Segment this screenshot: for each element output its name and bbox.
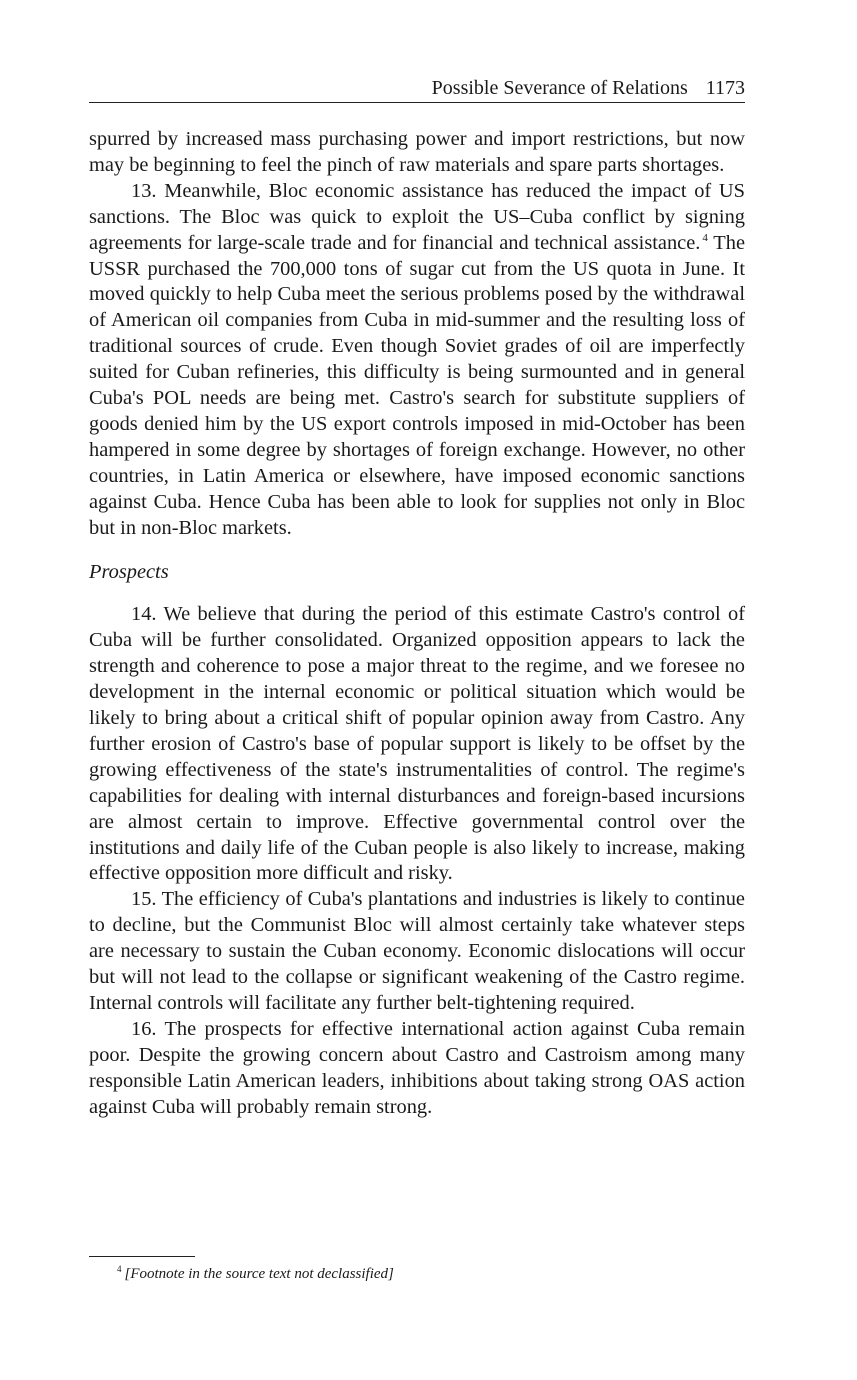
main-text — [89, 127, 745, 1121]
paragraph-16: 16. The prospects for effective international action against Cuba remain poor. Despite the growing concern about Castro and Castroism among many responsible Latin American leaders, inhibitions about taking strong OAS action against Cuba will probably remain strong. — [89, 1017, 745, 1118]
paragraph-15: 15. The efficiency of Cuba's plantations and industries is likely to continue to decline, but the Communist Bloc will almost certainly take whatever steps are necessary to sustain the Cuban economy. Economic dislocations will occur but will not lead to the collapse or significant weakening of the Castro regime. Internal controls will facilitate any further belt-tightening required. — [89, 888, 745, 1014]
section-heading-prospects: Prospects — [89, 560, 169, 583]
paragraph-13-end: The USSR purchased the 700,000 tons of sugar cut from the US quota in June. It moved quickly to help Cuba meet the serious problems posed by the withdrawal of American oil companies from Cuba in mid-summer and the resulting loss of traditional sources of crude. Even though Soviet grades of oil are imperfectly suited for Cuban refineries, this difficulty is being surmounted and in general Cuba's POL needs are being met. Castro's search for substitute suppliers of goods denied him by the US export controls imposed in mid-October has been hampered in some degree by shortages of foreign exchange. However, no other countries, in Latin America or elsewhere, have imposed economic sanctions against Cuba. Hence Cuba has been able to look for supplies not only in Bloc but in non-Bloc markets. — [89, 231, 745, 539]
footnote-reference: 4 — [702, 231, 708, 244]
page-number: 1173 — [705, 77, 745, 99]
paragraph-14: 14. We believe that during the period of this estimate Castro's control of Cuba will be further consolidated. Organized opposition appears to lack the strength and coherence to pose a major threat to the regime, and we foresee no development in the internal economic or political situation which would be likely to bring about a critical shift of popular opinion away from Castro. Any further erosion of Castro's base of popular support is likely to be offset by the growing effectiveness of the state's instrumentalities of control. The regime's capabilities for dealing with internal disturbances and foreign-based incursions are almost certain to improve. Effective governmental control over the institutions and daily life of the Cuban people is also likely to increase, making effective opposition more difficult and risky. — [89, 603, 745, 885]
footnote-marker: 4 — [117, 1264, 122, 1274]
footnote — [117, 1264, 394, 1284]
paragraph-13-start: 13. Meanwhile, Bloc economic assistance has reduced the impact of US sanctions. The Bloc was quick to exploit the US–Cuba conflict by signing agreements for large-scale trade and for financial and technical assistance. — [89, 179, 745, 254]
paragraph-13 — [89, 179, 745, 542]
paragraph-continued: spurred by increased mass purchasing power and import restrictions, but now may be beginning to feel the pinch of raw materials and spare parts shortages. — [89, 128, 745, 176]
footnote-text: [Footnote in the source text not declassified] — [124, 1266, 394, 1282]
running-header — [89, 76, 745, 103]
footnote-divider — [89, 1256, 195, 1257]
running-title: Possible Severance of Relations — [431, 77, 688, 99]
